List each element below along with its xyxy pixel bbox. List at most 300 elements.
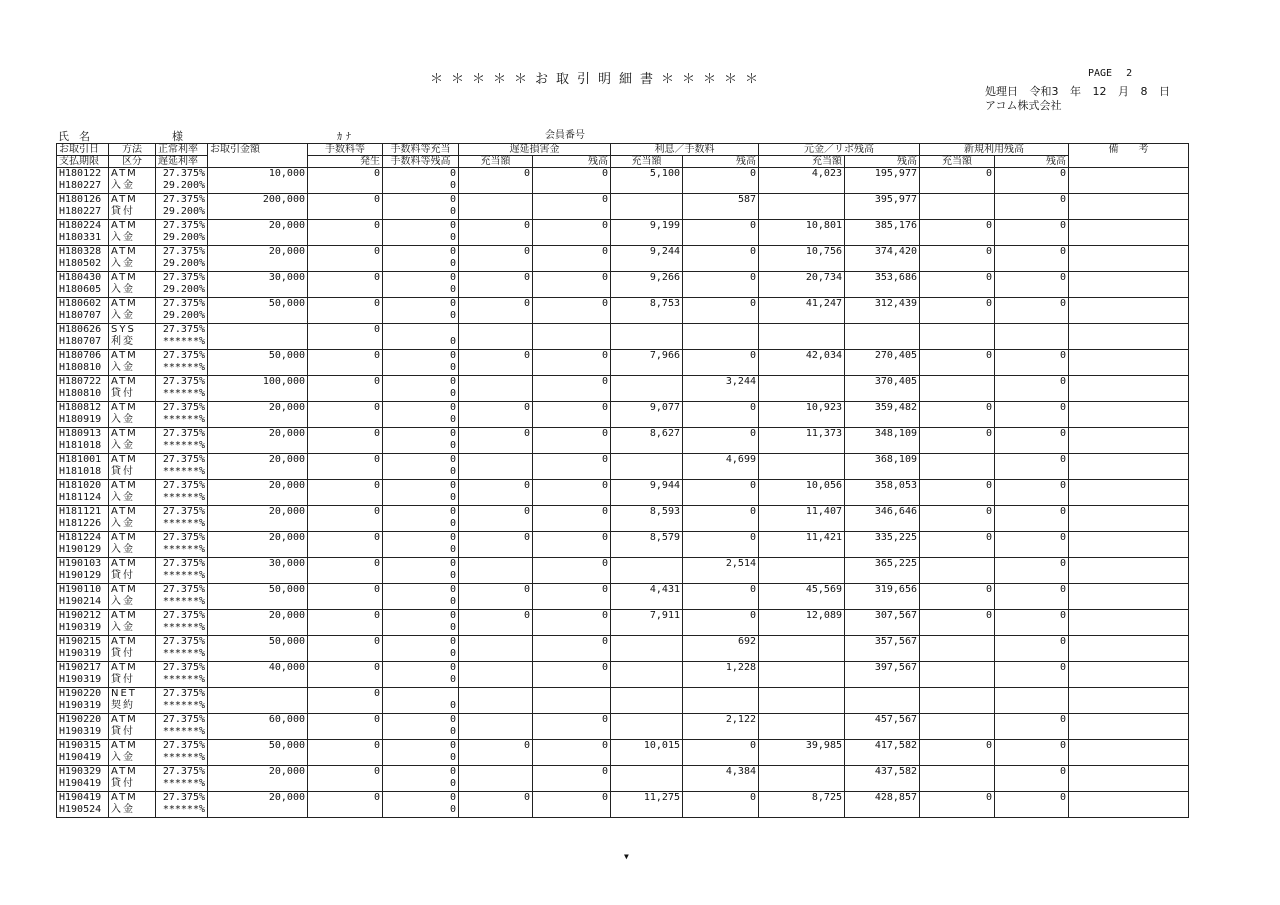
amount-cell bbox=[208, 220, 308, 246]
col-delay-applied: 充当額 bbox=[459, 156, 533, 168]
delay-applied: 0 bbox=[523, 220, 530, 231]
table-row bbox=[57, 220, 1189, 246]
fee-balance: 0 bbox=[449, 700, 456, 711]
fee-balance: 0 bbox=[449, 414, 456, 425]
fee-applied: 0 bbox=[449, 454, 456, 465]
interest-balance: 0 bbox=[749, 506, 756, 517]
newuse-balance-cell bbox=[995, 194, 1069, 220]
fee-balance: 0 bbox=[449, 544, 456, 555]
delay-rate: ******% bbox=[162, 336, 205, 347]
delay-applied-cell bbox=[459, 792, 533, 818]
rate-cell bbox=[156, 350, 208, 376]
transaction-amount: 20,000 bbox=[268, 402, 305, 413]
name-suffix: 様 bbox=[172, 130, 183, 143]
principal-applied: 42,034 bbox=[805, 350, 842, 361]
fee-cell bbox=[308, 168, 383, 194]
principal-balance-cell bbox=[845, 324, 920, 350]
remarks-cell bbox=[1069, 662, 1189, 688]
newuse-balance: 0 bbox=[1059, 194, 1066, 205]
fee-generated: 0 bbox=[373, 402, 380, 413]
due-date: H180707 bbox=[59, 336, 102, 347]
remarks-cell bbox=[1069, 324, 1189, 350]
fee-balance: 0 bbox=[449, 180, 456, 191]
newuse-balance: 0 bbox=[1059, 636, 1066, 647]
newuse-applied-cell bbox=[920, 766, 995, 792]
delay-balance: 0 bbox=[601, 480, 608, 491]
delay-applied-cell bbox=[459, 194, 533, 220]
transaction-amount: 50,000 bbox=[268, 350, 305, 361]
principal-balance-cell bbox=[845, 454, 920, 480]
rate-cell bbox=[156, 376, 208, 402]
category: 入金 bbox=[111, 518, 135, 529]
interest-applied-cell bbox=[611, 298, 683, 324]
interest-balance-cell bbox=[683, 532, 759, 558]
fee-balance: 0 bbox=[449, 518, 456, 529]
interest-balance-cell bbox=[683, 194, 759, 220]
newuse-balance-cell bbox=[995, 740, 1069, 766]
table-row bbox=[57, 194, 1189, 220]
interest-balance: 0 bbox=[749, 610, 756, 621]
transaction-amount: 60,000 bbox=[268, 714, 305, 725]
newuse-balance-cell bbox=[995, 272, 1069, 298]
amount-cell bbox=[208, 402, 308, 428]
fee-generated: 0 bbox=[373, 584, 380, 595]
newuse-balance-cell bbox=[995, 480, 1069, 506]
amount-cell bbox=[208, 766, 308, 792]
newuse-applied-cell bbox=[920, 662, 995, 688]
due-date: H181018 bbox=[59, 466, 102, 477]
normal-rate: 27.375% bbox=[162, 558, 205, 569]
transaction-table bbox=[56, 143, 1189, 818]
principal-balance-cell bbox=[845, 714, 920, 740]
fee-balance-cell bbox=[383, 272, 459, 298]
interest-applied-cell bbox=[611, 454, 683, 480]
delay-rate: ******% bbox=[162, 570, 205, 581]
delay-applied-cell bbox=[459, 740, 533, 766]
delay-balance: 0 bbox=[601, 610, 608, 621]
method: ATM bbox=[111, 558, 138, 569]
fee-cell bbox=[308, 272, 383, 298]
fee-cell bbox=[308, 454, 383, 480]
principal-balance-cell bbox=[845, 740, 920, 766]
delay-balance-cell bbox=[533, 272, 611, 298]
principal-applied-cell bbox=[759, 636, 845, 662]
delay-rate: 29.200% bbox=[162, 258, 205, 269]
kana-label: ｶﾅ bbox=[337, 132, 355, 143]
fee-balance-cell bbox=[383, 662, 459, 688]
delay-applied-cell bbox=[459, 428, 533, 454]
interest-applied-cell bbox=[611, 272, 683, 298]
remarks-cell bbox=[1069, 714, 1189, 740]
principal-balance-cell bbox=[845, 220, 920, 246]
method-cell bbox=[109, 792, 156, 818]
interest-applied: 11,275 bbox=[643, 792, 680, 803]
interest-applied-cell bbox=[611, 636, 683, 662]
fee-balance-cell bbox=[383, 324, 459, 350]
col-feebal1: 手数料等充当 bbox=[383, 144, 459, 156]
newuse-balance: 0 bbox=[1059, 220, 1066, 231]
remarks-cell bbox=[1069, 506, 1189, 532]
fee-balance: 0 bbox=[449, 570, 456, 581]
transaction-date: H180626 bbox=[59, 324, 102, 335]
category: 入金 bbox=[111, 362, 135, 373]
principal-applied-cell bbox=[759, 350, 845, 376]
interest-balance-cell bbox=[683, 454, 759, 480]
fee-balance-cell bbox=[383, 506, 459, 532]
principal-balance-cell bbox=[845, 272, 920, 298]
delay-balance-cell bbox=[533, 714, 611, 740]
principal-balance: 353,686 bbox=[874, 272, 917, 283]
delay-applied: 0 bbox=[523, 350, 530, 361]
method-cell bbox=[109, 220, 156, 246]
transaction-amount: 100,000 bbox=[262, 376, 305, 387]
category: 入金 bbox=[111, 622, 135, 633]
delay-balance: 0 bbox=[601, 662, 608, 673]
date-cell bbox=[57, 610, 109, 636]
year-unit: 年 bbox=[1070, 85, 1081, 98]
newuse-applied-cell bbox=[920, 246, 995, 272]
amount-cell bbox=[208, 324, 308, 350]
table-row bbox=[57, 168, 1189, 194]
interest-applied-cell bbox=[611, 740, 683, 766]
transaction-date: H180328 bbox=[59, 246, 102, 257]
due-date: H190524 bbox=[59, 804, 102, 815]
rate-cell bbox=[156, 506, 208, 532]
fee-cell bbox=[308, 194, 383, 220]
newuse-applied-cell bbox=[920, 584, 995, 610]
fee-cell bbox=[308, 636, 383, 662]
delay-applied-cell bbox=[459, 558, 533, 584]
delay-applied: 0 bbox=[523, 428, 530, 439]
delay-balance-cell bbox=[533, 480, 611, 506]
interest-balance: 3,244 bbox=[725, 376, 756, 387]
newuse-balance-cell bbox=[995, 636, 1069, 662]
remarks-cell bbox=[1069, 558, 1189, 584]
amount-cell bbox=[208, 246, 308, 272]
interest-balance-cell bbox=[683, 324, 759, 350]
newuse-balance: 0 bbox=[1059, 584, 1066, 595]
method: ATM bbox=[111, 350, 138, 361]
newuse-applied-cell bbox=[920, 324, 995, 350]
fee-balance-cell bbox=[383, 766, 459, 792]
method: ATM bbox=[111, 168, 138, 179]
fee-generated: 0 bbox=[373, 766, 380, 777]
newuse-applied-cell bbox=[920, 480, 995, 506]
transaction-amount: 10,000 bbox=[268, 168, 305, 179]
fee-cell bbox=[308, 714, 383, 740]
rate-cell bbox=[156, 792, 208, 818]
newuse-applied: 0 bbox=[985, 506, 992, 517]
table-row bbox=[57, 350, 1189, 376]
date-cell bbox=[57, 298, 109, 324]
interest-balance: 0 bbox=[749, 792, 756, 803]
fee-cell bbox=[308, 246, 383, 272]
delay-balance: 0 bbox=[601, 636, 608, 647]
delay-balance-cell bbox=[533, 324, 611, 350]
date-cell bbox=[57, 688, 109, 714]
transaction-amount: 20,000 bbox=[268, 480, 305, 491]
name-label: 氏名 bbox=[58, 130, 100, 143]
rate-cell bbox=[156, 272, 208, 298]
fee-balance-cell bbox=[383, 584, 459, 610]
delay-rate: ******% bbox=[162, 492, 205, 503]
fee-applied: 0 bbox=[449, 298, 456, 309]
delay-rate: ******% bbox=[162, 414, 205, 425]
normal-rate: 27.375% bbox=[162, 688, 205, 699]
fee-applied: 0 bbox=[449, 506, 456, 517]
interest-balance: 587 bbox=[737, 194, 756, 205]
delay-balance-cell bbox=[533, 610, 611, 636]
principal-applied-cell bbox=[759, 480, 845, 506]
due-date: H180227 bbox=[59, 180, 102, 191]
due-date: H190319 bbox=[59, 700, 102, 711]
interest-balance: 4,699 bbox=[725, 454, 756, 465]
category: 入金 bbox=[111, 232, 135, 243]
table-row bbox=[57, 584, 1189, 610]
remarks-cell bbox=[1069, 168, 1189, 194]
page-label: PAGE bbox=[1088, 68, 1113, 79]
principal-applied: 12,089 bbox=[805, 610, 842, 621]
newuse-applied: 0 bbox=[985, 168, 992, 179]
method: ATM bbox=[111, 506, 138, 517]
delay-rate: ******% bbox=[162, 440, 205, 451]
fee-generated: 0 bbox=[373, 506, 380, 517]
interest-balance: 0 bbox=[749, 220, 756, 231]
page-number bbox=[1088, 68, 1132, 79]
principal-applied-cell bbox=[759, 662, 845, 688]
interest-applied-cell bbox=[611, 532, 683, 558]
delay-applied: 0 bbox=[523, 610, 530, 621]
fee-balance-cell bbox=[383, 636, 459, 662]
newuse-balance-cell bbox=[995, 376, 1069, 402]
principal-balance-cell bbox=[845, 662, 920, 688]
newuse-applied: 0 bbox=[985, 480, 992, 491]
principal-applied: 11,421 bbox=[805, 532, 842, 543]
transaction-date: H180126 bbox=[59, 194, 102, 205]
delay-applied: 0 bbox=[523, 246, 530, 257]
amount-cell bbox=[208, 480, 308, 506]
col-fee1: 手数料等 bbox=[308, 144, 383, 156]
newuse-balance-cell bbox=[995, 220, 1069, 246]
delay-balance-cell bbox=[533, 636, 611, 662]
col-principal-balance: 残高 bbox=[845, 156, 920, 168]
principal-balance-cell bbox=[845, 194, 920, 220]
principal-applied-cell bbox=[759, 454, 845, 480]
transaction-amount: 20,000 bbox=[268, 246, 305, 257]
rate-cell bbox=[156, 766, 208, 792]
delay-applied: 0 bbox=[523, 480, 530, 491]
interest-balance-cell bbox=[683, 168, 759, 194]
principal-applied: 11,407 bbox=[805, 506, 842, 517]
delay-balance-cell bbox=[533, 792, 611, 818]
rate-cell bbox=[156, 168, 208, 194]
principal-applied-cell bbox=[759, 506, 845, 532]
delay-balance: 0 bbox=[601, 740, 608, 751]
principal-balance-cell bbox=[845, 792, 920, 818]
remarks-cell bbox=[1069, 402, 1189, 428]
due-date: H190214 bbox=[59, 596, 102, 607]
amount-cell bbox=[208, 740, 308, 766]
principal-applied-cell bbox=[759, 298, 845, 324]
due-date: H190419 bbox=[59, 752, 102, 763]
delay-balance: 0 bbox=[601, 532, 608, 543]
newuse-applied: 0 bbox=[985, 532, 992, 543]
method-cell bbox=[109, 610, 156, 636]
transaction-date: H180430 bbox=[59, 272, 102, 283]
fee-generated: 0 bbox=[373, 272, 380, 283]
fee-balance-cell bbox=[383, 298, 459, 324]
fee-balance-cell bbox=[383, 402, 459, 428]
date-cell bbox=[57, 740, 109, 766]
delay-rate: 29.200% bbox=[162, 284, 205, 295]
delay-balance-cell bbox=[533, 454, 611, 480]
col-principal-applied: 充当額 bbox=[759, 156, 845, 168]
fee-balance: 0 bbox=[449, 336, 456, 347]
delay-balance: 0 bbox=[601, 402, 608, 413]
delay-balance: 0 bbox=[601, 194, 608, 205]
delay-applied: 0 bbox=[523, 584, 530, 595]
table-row bbox=[57, 662, 1189, 688]
interest-balance-cell bbox=[683, 350, 759, 376]
date-cell bbox=[57, 636, 109, 662]
date-cell bbox=[57, 766, 109, 792]
date-cell bbox=[57, 220, 109, 246]
principal-applied: 10,801 bbox=[805, 220, 842, 231]
interest-balance: 0 bbox=[749, 428, 756, 439]
delay-balance-cell bbox=[533, 584, 611, 610]
fee-cell bbox=[308, 688, 383, 714]
fee-applied: 0 bbox=[449, 402, 456, 413]
date-cell bbox=[57, 376, 109, 402]
delay-rate: ******% bbox=[162, 674, 205, 685]
newuse-balance: 0 bbox=[1059, 168, 1066, 179]
delay-balance-cell bbox=[533, 168, 611, 194]
table-row bbox=[57, 428, 1189, 454]
amount-cell bbox=[208, 584, 308, 610]
delay-applied: 0 bbox=[523, 272, 530, 283]
newuse-applied-cell bbox=[920, 454, 995, 480]
newuse-applied-cell bbox=[920, 350, 995, 376]
remarks-cell bbox=[1069, 428, 1189, 454]
delay-balance-cell bbox=[533, 766, 611, 792]
fee-applied: 0 bbox=[449, 194, 456, 205]
fee-balance: 0 bbox=[449, 752, 456, 763]
transaction-amount: 50,000 bbox=[268, 584, 305, 595]
delay-rate: ******% bbox=[162, 466, 205, 477]
method: ATM bbox=[111, 532, 138, 543]
newuse-applied-cell bbox=[920, 298, 995, 324]
normal-rate: 27.375% bbox=[162, 272, 205, 283]
interest-applied-cell bbox=[611, 324, 683, 350]
normal-rate: 27.375% bbox=[162, 246, 205, 257]
delay-balance: 0 bbox=[601, 792, 608, 803]
interest-balance: 2,514 bbox=[725, 558, 756, 569]
fee-generated: 0 bbox=[373, 220, 380, 231]
method: ATM bbox=[111, 480, 138, 491]
delay-balance-cell bbox=[533, 350, 611, 376]
delay-balance-cell bbox=[533, 662, 611, 688]
amount-cell bbox=[208, 350, 308, 376]
table-row bbox=[57, 454, 1189, 480]
interest-applied: 9,944 bbox=[649, 480, 680, 491]
delay-applied-cell bbox=[459, 168, 533, 194]
interest-balance: 0 bbox=[749, 584, 756, 595]
col-method2: 区分 bbox=[109, 156, 156, 168]
category: 貸付 bbox=[111, 466, 135, 477]
interest-balance-cell bbox=[683, 506, 759, 532]
rate-cell bbox=[156, 428, 208, 454]
delay-rate: ******% bbox=[162, 544, 205, 555]
method: ATM bbox=[111, 792, 138, 803]
remarks-cell bbox=[1069, 636, 1189, 662]
principal-balance-cell bbox=[845, 376, 920, 402]
rate-cell bbox=[156, 246, 208, 272]
principal-applied-cell bbox=[759, 272, 845, 298]
fee-balance-cell bbox=[383, 558, 459, 584]
newuse-balance-cell bbox=[995, 324, 1069, 350]
category: 貸付 bbox=[111, 388, 135, 399]
delay-balance: 0 bbox=[601, 220, 608, 231]
fee-cell bbox=[308, 480, 383, 506]
fee-applied: 0 bbox=[449, 350, 456, 361]
table-row bbox=[57, 532, 1189, 558]
table-row bbox=[57, 480, 1189, 506]
fee-applied: 0 bbox=[449, 220, 456, 231]
transaction-date: H190103 bbox=[59, 558, 102, 569]
amount-cell bbox=[208, 662, 308, 688]
newuse-balance: 0 bbox=[1059, 246, 1066, 257]
category: 入金 bbox=[111, 284, 135, 295]
method-cell bbox=[109, 506, 156, 532]
principal-applied: 4,023 bbox=[811, 168, 842, 179]
col-date1: お取引日 bbox=[57, 144, 109, 156]
interest-applied-cell bbox=[611, 350, 683, 376]
rate-cell bbox=[156, 194, 208, 220]
table-row bbox=[57, 558, 1189, 584]
fee-balance: 0 bbox=[449, 778, 456, 789]
category: 入金 bbox=[111, 492, 135, 503]
due-date: H181018 bbox=[59, 440, 102, 451]
date-cell bbox=[57, 194, 109, 220]
interest-applied: 8,593 bbox=[649, 506, 680, 517]
delay-applied-cell bbox=[459, 402, 533, 428]
fee-generated: 0 bbox=[373, 532, 380, 543]
interest-balance-cell bbox=[683, 220, 759, 246]
principal-applied: 8,725 bbox=[811, 792, 842, 803]
principal-applied-cell bbox=[759, 428, 845, 454]
col-principal: 元金／リボ残高 bbox=[759, 144, 920, 156]
normal-rate: 27.375% bbox=[162, 298, 205, 309]
method: ATM bbox=[111, 428, 138, 439]
due-date: H190319 bbox=[59, 648, 102, 659]
delay-balance: 0 bbox=[601, 506, 608, 517]
interest-balance: 2,122 bbox=[725, 714, 756, 725]
principal-balance-cell bbox=[845, 402, 920, 428]
method-cell bbox=[109, 298, 156, 324]
delay-balance-cell bbox=[533, 740, 611, 766]
remarks-cell bbox=[1069, 272, 1189, 298]
newuse-balance-cell bbox=[995, 532, 1069, 558]
fee-cell bbox=[308, 532, 383, 558]
newuse-balance-cell bbox=[995, 558, 1069, 584]
newuse-balance: 0 bbox=[1059, 558, 1066, 569]
amount-cell bbox=[208, 454, 308, 480]
newuse-balance-cell bbox=[995, 428, 1069, 454]
normal-rate: 27.375% bbox=[162, 792, 205, 803]
interest-applied: 7,911 bbox=[649, 610, 680, 621]
newuse-balance: 0 bbox=[1059, 766, 1066, 777]
principal-applied: 39,985 bbox=[805, 740, 842, 751]
